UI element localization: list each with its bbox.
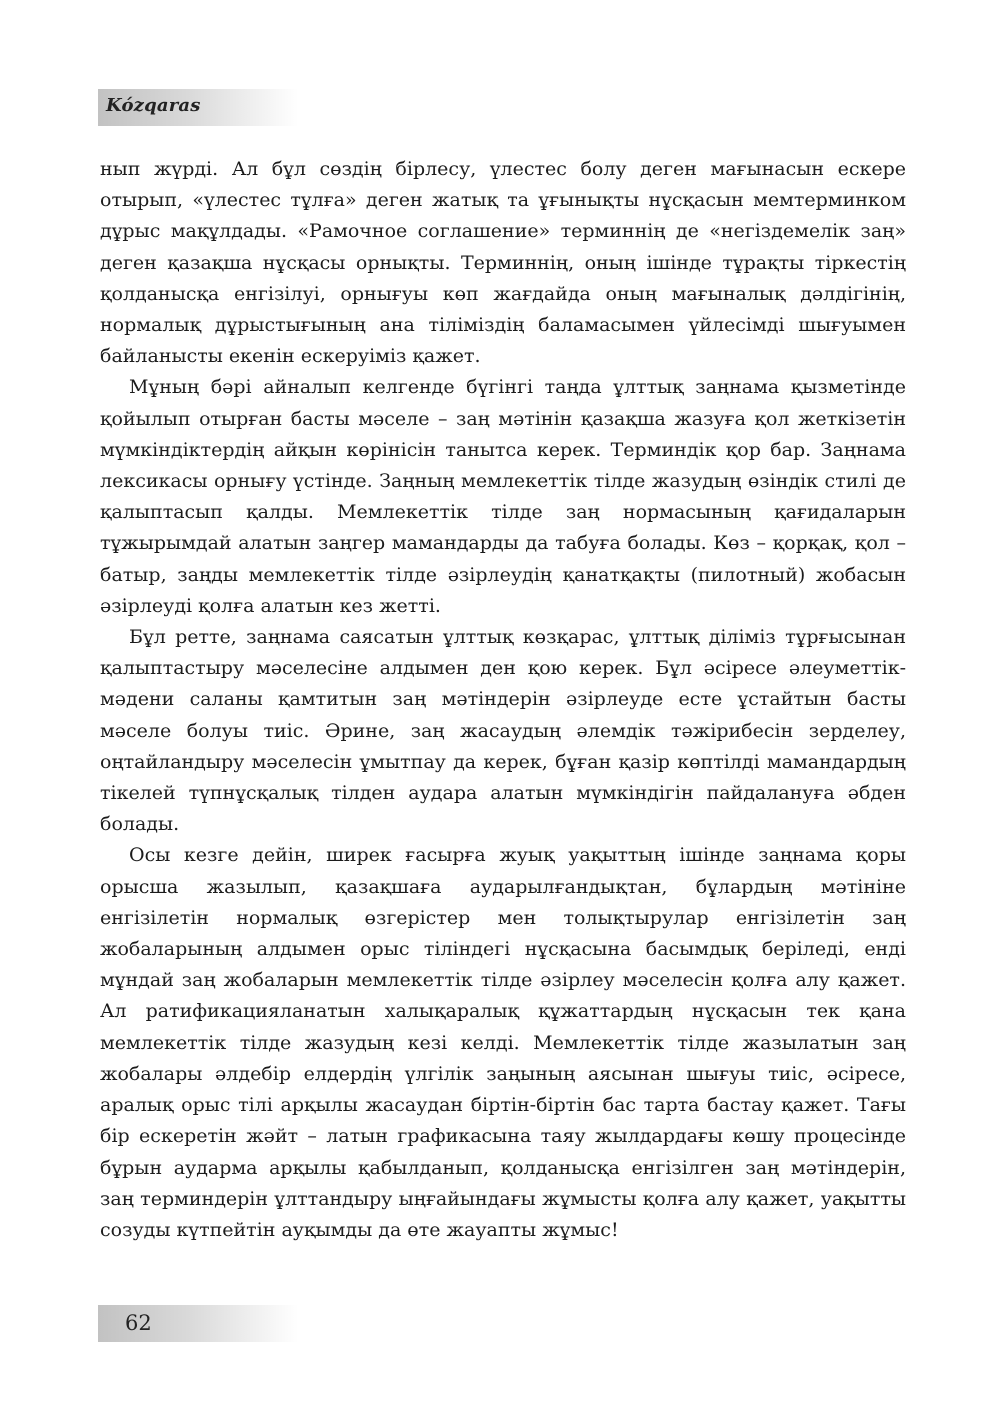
running-header-title: Kózqaras [106, 95, 201, 116]
paragraph-3: Бұл ретте, заңнама саясатын ұлттық көзқарас, ұлттық діліміз тұрғысынан қалыптастыру мәселесіне алдымен ден қою керек. Бұл әсіресе әлеуметтік-мәдени саланы қамтитын заң мәтіндерін әзірлеуде есте ұстайтын басты мәселе болуы тиіс. Әрине, заң жасаудың әлемдік тәжірибесін зерделеу, оңтайландыру мәселесін ұмытпау да керек, бұған қазір көптілді мамандардың тікелей түпнұсқалық тілден аудара алатын мүмкіндігін пайдалануға әбден болады. [100, 626, 906, 836]
paragraph-1: нып жүрді. Ал бұл сөздің бірлесу, үлестес болу деген мағынасын ескере отырып, «үлестес тұлға» деген жатық та ұғынықты нұсқасын мемтерминком дұрыс мақұлдады. «Рамочное соглашение» терминнің де «негіздемелік заң» деген қазақша нұсқасы орнықты. Терминнің, оның ішінде тұрақты тіркестің қолданысқа енгізілуі, орнығуы көп жағдайда оның мағыналық дәлдігінің, нормалық дұрыстығының ана тіліміздің баламасымен үйлесімді шығуымен байланысты екенін ескеруіміз қажет. [100, 158, 906, 368]
running-header [98, 89, 298, 126]
paragraph-2: Мұның бәрі айналып келгенде бүгінгі таңда ұлттық заңнама қызметінде қойылып отырған басты мәселе – заң мәтінін қазақша жазуға қол жеткізетін мүмкіндіктердің айқын көрінісін танытса керек. Терминдік қор бар. Заңнама лексикасы орнығу үстінде. Заңның мемлекеттік тілде жазудың өзіндік стилі де қалыптасып қалды. Мемлекеттік тілде заң нормасының қағидаларын тұжырымдай алатын заңгер мамандарды да табуға болады. Көз – қорқақ, қол – батыр, заңды мемлекеттік тілде әзірлеудің қанатқақты (пилотный) жобасын әзірлеуді қолға алатын кез жетті. [100, 376, 906, 617]
page-footer [98, 1305, 298, 1342]
paragraph-4: Осы кезге дейін, ширек ғасырға жуық уақыттың ішінде заңнама қоры орысша жазылып, қазақшаға аударылғандықтан, бұлардың мәтініне енгізілетін нормалық өзгерістер мен толықтырулар енгізілетін заң жобаларының алдымен орыс тіліндегі нұсқасына басымдық беріледі, енді мұндай заң жобаларын мемлекеттік тілде әзірлеу мәселесін қолға алу қажет. Ал ратификацияланатын халықаралық құжаттардың нұсқасын тек қана мемлекеттік тілде жазудың кезі келді. Мемлекеттік тілде жазылатын заң жобалары әлдебір елдердің үлгілік заңының аясынан шығуы тиіс, әсіресе, аралық орыс тілі арқылы жасаудан біртін-біртін бас тарта бастау қажет. Тағы бір ескеретін жәйт – латын графикасына таяу жылдардағы көшу процесінде бұрын аударма арқылы қабылданып, қолданысқа енгізілген заң мәтіндерін, заң терминдерін ұлттандыру ыңғайындағы жұмысты қолға алу қажет, уақытты созуды күтпейтін ауқымды да өте жауапты жұмыс! [100, 844, 906, 1241]
article-body [100, 154, 906, 1246]
page-number: 62 [125, 1311, 152, 1335]
